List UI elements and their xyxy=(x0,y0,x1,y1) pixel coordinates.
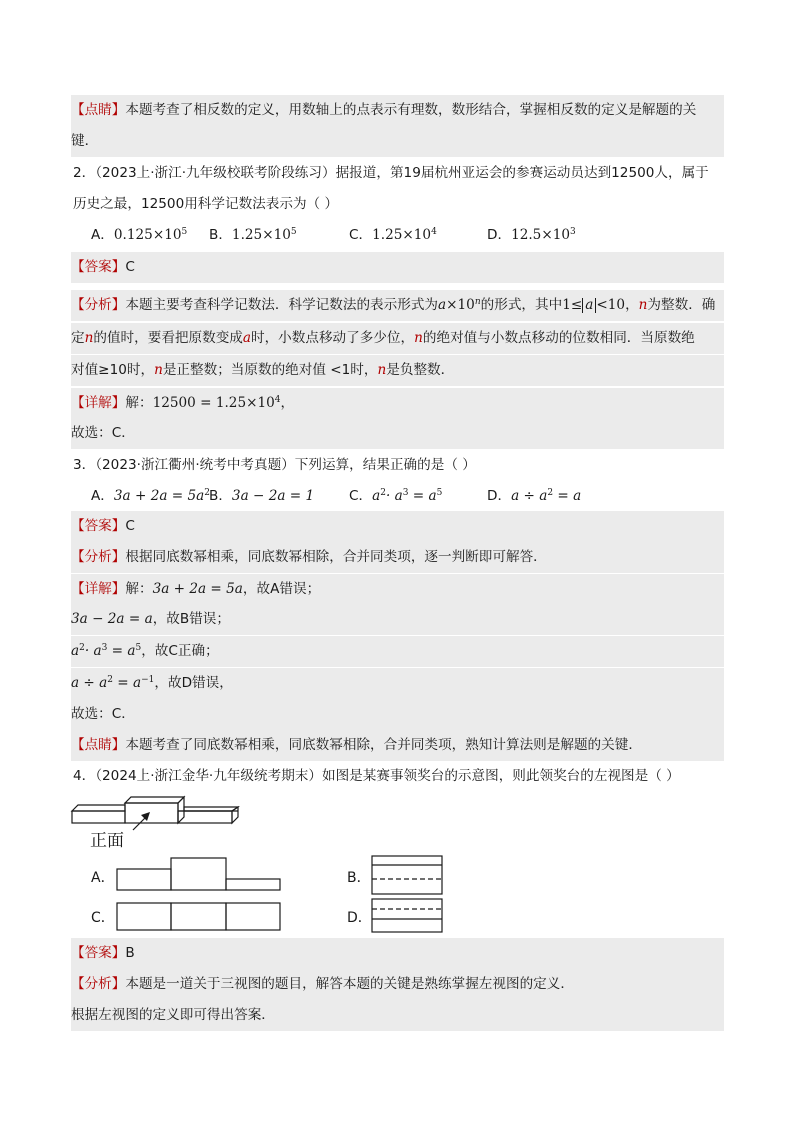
option-label: D． xyxy=(487,488,512,504)
option-math: = a xyxy=(408,488,437,504)
q2-choose: 故选：C． xyxy=(71,418,724,449)
podium-middle-top xyxy=(125,797,184,803)
option-b-figure xyxy=(372,856,442,894)
analysis-tag: 【分析】 xyxy=(71,976,126,992)
option-label: C． xyxy=(349,227,373,243)
option-math: 1.25×10 xyxy=(231,227,291,243)
text: 本题是一道关于三视图的题目，解答本题的关键是熟练掌握左视图的定义． xyxy=(125,976,574,992)
front-label: 正面 xyxy=(90,831,124,851)
text: ，故D错误， xyxy=(154,675,233,691)
text: 解： xyxy=(125,395,153,411)
option-c-figure xyxy=(117,903,280,930)
option-math: · a xyxy=(385,488,403,504)
math: <10 xyxy=(596,297,626,313)
q4-stem: 4．（2024上·浙江金华·九年级统考期末）如图是某赛事领奖台的示意图，则此领奖台的左视图是（ ） xyxy=(73,768,680,784)
option-label: B． xyxy=(209,227,232,243)
podium-middle-front xyxy=(125,803,178,823)
text: 为整数．确 xyxy=(647,297,716,313)
answer-value: B xyxy=(125,945,135,961)
podium-left-top xyxy=(72,805,125,811)
option-exponent: 3 xyxy=(570,227,576,237)
option-exponent: 4 xyxy=(431,227,437,237)
front-arrow xyxy=(133,812,150,830)
q1-dianjing-text: 本题考查了相反数的定义，用数轴上的点表示有理数，数形结合，掌握相反数的定义是解题的关 xyxy=(125,102,697,118)
math-exponent: 2 xyxy=(107,675,113,685)
math: n xyxy=(414,330,423,346)
math: · a xyxy=(84,643,102,659)
answer-tag: 【答案】 xyxy=(71,518,126,534)
option-a-figure xyxy=(117,858,280,890)
dianjing-tag: 【点睛】 xyxy=(71,737,126,753)
q2-stem-line2: 历史之最，12500用科学记数法表示为（ ） xyxy=(73,196,339,212)
math: a xyxy=(438,297,447,313)
math: ×10 xyxy=(446,297,475,313)
math: a xyxy=(242,330,251,346)
q4-answer xyxy=(71,938,724,969)
math: a ÷ a xyxy=(71,675,108,691)
math-exponent: 4 xyxy=(274,395,281,405)
option-d-figure xyxy=(372,899,442,932)
text: 的绝对值与小数点移动的位数相同．当原数绝 xyxy=(422,330,695,346)
option-math: 3a − 2a = 1 xyxy=(231,488,315,504)
text: 是负整数． xyxy=(386,362,455,378)
math-exponent: 5 xyxy=(135,643,142,653)
detail-tag: 【详解】 xyxy=(71,581,126,597)
option-label: A． xyxy=(91,227,114,243)
q3-stem: 3．（2023·浙江衢州·统考中考真题）下列运算，结果正确的是（ ） xyxy=(73,457,476,473)
q4-analysis-line2: 根据左视图的定义即可得出答案． xyxy=(71,1000,724,1031)
text: 本题考查了同底数幂相乘，同底数幂相除，合并同类项，熟知计算法则是解题的关键． xyxy=(125,737,642,753)
text: 定 xyxy=(71,330,85,346)
answer-tag: 【答案】 xyxy=(71,259,126,275)
q4-analysis xyxy=(71,969,724,1000)
q2-analysis-line1: 【分析】本题主要考查科学记数法．科学记数法的表示形式为$a\times 10^n$的形式，其中1≤ a <10，n为整数．确 xyxy=(71,290,724,321)
answer-value: C xyxy=(125,259,135,275)
option-exponent: 5 xyxy=(436,488,443,498)
podium-left-front xyxy=(72,811,125,823)
option-math: 3a + 2a = 5a xyxy=(113,488,205,504)
podium-diagram xyxy=(72,797,238,823)
math: 3a + 2a = 5a xyxy=(152,581,243,597)
text: 本题主要考查科学记数法．科学记数法的表示形式为 xyxy=(125,297,439,313)
text: ，故A错误； xyxy=(242,581,321,597)
option-label: D． xyxy=(487,227,512,243)
dianjing-tag: 【点睛】 xyxy=(71,102,126,118)
math: = a xyxy=(107,643,136,659)
math-exponent: n xyxy=(474,297,481,307)
option-math: 12.5×10 xyxy=(511,227,571,243)
math-exponent: 3 xyxy=(101,643,108,653)
math: a xyxy=(71,643,80,659)
option-math: a ÷ a xyxy=(511,488,548,504)
podium-right-front xyxy=(178,811,232,823)
text: ，故B错误； xyxy=(152,611,230,627)
option-exponent: 5 xyxy=(290,227,297,237)
math: 1≤ xyxy=(562,297,583,313)
q2-stem-line1: 2．（2023上·浙江·九年级校联考阶段练习）据报道，第19届杭州亚运会的参赛运动员达到12500人，属于 xyxy=(73,165,709,181)
option-math: 0.125×10 xyxy=(113,227,182,243)
math: n xyxy=(154,362,163,378)
q4-option-c-label: C． xyxy=(91,910,115,926)
math-exponent: 2 xyxy=(79,643,85,653)
text: 的值时，要看把原数变成 xyxy=(93,330,243,346)
text: 是正整数；当原数的绝对值 <1时， xyxy=(162,362,378,378)
answer-tag: 【答案】 xyxy=(71,945,126,961)
option-exponent: 3 xyxy=(402,488,409,498)
text: 根据同底数幂相乘，同底数幂相除，合并同类项，逐一判断即可解答． xyxy=(125,549,547,565)
option-exponent: 2 xyxy=(380,488,386,498)
q3-choose: 故选：C． xyxy=(71,699,724,730)
math: n xyxy=(84,330,94,346)
podium-right-side xyxy=(232,807,238,823)
text: 解： xyxy=(125,581,153,597)
analysis-tag: 【分析】 xyxy=(71,549,126,565)
text: ，故C正确； xyxy=(141,643,219,659)
math: 12500 = 1.25×10 xyxy=(152,395,275,411)
math: n xyxy=(377,362,387,378)
option-label: A． xyxy=(91,488,114,504)
q4-option-b-label: B． xyxy=(347,870,371,886)
podium-middle-side xyxy=(178,797,184,823)
analysis-tag: 【分析】 xyxy=(71,297,126,313)
q4-option-d-label: D． xyxy=(347,910,372,926)
option-math: a xyxy=(372,488,381,504)
text: ， xyxy=(280,395,295,411)
text: 时，小数点移动了多少位， xyxy=(251,330,415,346)
math: = a xyxy=(112,675,142,691)
math-abs: a xyxy=(582,298,596,313)
text: 对值≥10时， xyxy=(71,362,155,378)
text: 的形式，其中 xyxy=(480,297,563,313)
math-exponent: −1 xyxy=(141,675,155,685)
option-math: = a xyxy=(553,488,582,504)
option-exponent: 2 xyxy=(204,488,210,498)
option-exponent: 2 xyxy=(547,488,554,498)
detail-tag: 【详解】 xyxy=(71,395,126,411)
option-label: B． xyxy=(209,488,232,504)
math: 3a − 2a = a xyxy=(71,611,153,627)
q4-option-a-label: A． xyxy=(91,870,115,886)
option-exponent: 5 xyxy=(181,227,188,237)
option-math: 1.25×10 xyxy=(372,227,432,243)
math: n xyxy=(638,297,648,313)
q1-dianjing-text-2: 键． xyxy=(71,133,99,149)
option-label: C． xyxy=(349,488,373,504)
answer-value: C xyxy=(125,518,135,534)
